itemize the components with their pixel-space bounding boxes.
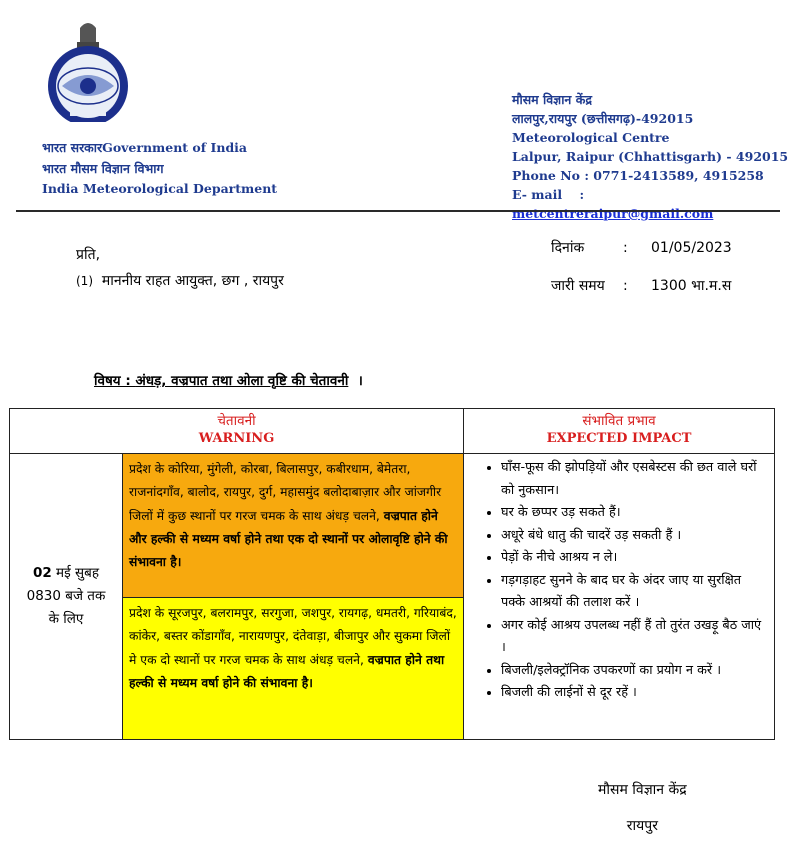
impact-header-english: EXPECTED IMPACT	[546, 431, 692, 446]
header-govt-hindi: भारत सरकार	[42, 140, 103, 155]
subject-text: अंधड़, वज्रपात तथा ओला वृष्टि की चेतावनी	[135, 373, 349, 389]
centre-name-hindi: मौसम विज्ञान केंद्र	[512, 92, 592, 107]
centre-address-english: Lalpur, Raipur (Chhattisgarh) - 492015	[512, 149, 789, 164]
impact-header	[464, 409, 775, 454]
header-right	[512, 90, 789, 223]
list-item: • घाँस-फूस की झोपड़ियों और एसबेस्टस की छत वाले घरों को नुकसान।	[501, 457, 765, 502]
recipient-name: माननीय राहत आयुक्त, छग , रायपुर	[101, 273, 284, 289]
header-divider	[16, 210, 780, 212]
warning-header-hindi: चेतावनी	[217, 413, 256, 429]
recipient-number: (1)	[76, 274, 93, 288]
impact-list	[465, 457, 773, 705]
validity-line2: 0830 बजे तक	[26, 588, 106, 604]
validity-cell	[10, 454, 123, 740]
header-dept-english: India Meteorological Department	[42, 181, 278, 196]
email-label: E- mail :	[512, 187, 585, 202]
orange-warning-cell	[123, 454, 464, 598]
addressee	[76, 242, 284, 294]
list-item: • बिजली की लाईनों से दूर रहें ।	[501, 682, 765, 705]
subject-label: विषय :	[94, 373, 136, 389]
validity-line1: मई सुबह	[51, 565, 100, 581]
list-item: • अगर कोई आश्रय उपलब्ध नहीं हैं तो तुरंत उखड़ू बैठ जाएं ।	[501, 615, 765, 660]
subject-line	[94, 371, 363, 389]
subject-end: ।	[357, 373, 363, 389]
warning-header-english: WARNING	[198, 431, 275, 446]
validity-line3: के लिए	[48, 611, 84, 627]
impact-cell	[464, 454, 775, 740]
time-label: जारी समय	[551, 278, 605, 294]
list-item: • बिजली/इलेक्ट्रॉनिक उपकरणों का प्रयोग न करें ।	[501, 660, 765, 683]
date-label: दिनांक	[551, 240, 585, 256]
warning-header	[10, 409, 464, 454]
date-sep: :	[623, 240, 628, 256]
header-dept-hindi: भारत मौसम विज्ञान विभाग	[42, 160, 164, 176]
yellow-warning-cell	[123, 598, 464, 740]
list-item: • घर के छप्पर उड़ सकते हैं।	[501, 502, 765, 525]
centre-address-hindi: लालपुर,रायपुर (छत्तीसगढ़)-492015	[512, 111, 694, 126]
date-value: 01/05/2023	[651, 240, 732, 256]
to-label: प्रति,	[76, 247, 101, 263]
email-link[interactable]: metcentreraipur@gmail.com	[512, 206, 714, 221]
time-sep: :	[623, 278, 628, 294]
centre-phone: Phone No : 0771-2413589, 4915258	[512, 168, 764, 183]
header-govt-english: Government of India	[102, 140, 248, 155]
list-item: • पेड़ों के नीचे आश्रय न ले।	[501, 547, 765, 570]
list-item: • अधूरे बंधे धातु की चादरें उड़ सकती हैं ।	[501, 525, 765, 548]
signature	[598, 772, 687, 844]
yellow-warning-text: प्रदेश के सूरजपुर, बलरामपुर, सरगुजा, जशपुर, रायगढ़, धमतरी, गरियाबंद, कांकेर, बस्तर कोंडागाँव, नारायणपुर, दंतेवाड़ा, बीजापुर और सुकमा जिलों मे एक दो स्थानों पर गरज चमक के साथ अंधड़ चलने,	[129, 606, 457, 667]
imd-emblem-icon	[44, 14, 132, 122]
list-item: • गड़गड़ाहट सुनने के बाद घर के अंदर जाए या सुरक्षित पक्के आश्रयों की तलाश करें ।	[501, 570, 765, 615]
orange-warning-bold: वज्रपात होने और हल्की से मध्यम वर्षा होने तथा एक दो स्थानों पर ओलावृष्टि होने की संभावना है।	[129, 508, 448, 570]
signature-line1: मौसम विज्ञान केंद्र	[598, 782, 687, 798]
yellow-warning-bold: वज्रपात होने तथा हल्की से मध्यम वर्षा होने की संभावना है।	[129, 652, 445, 690]
header-left	[42, 138, 277, 200]
issue-info	[549, 228, 734, 306]
validity-day: 02	[32, 565, 52, 581]
centre-name-english: Meteorological Centre	[512, 130, 670, 145]
orange-warning-text: प्रदेश के कोरिया, मुंगेली, कोरबा, बिलासपुर, कबीरधाम, बेमेतरा, राजनांदगाँव, बालोद, रायपुर, दुर्ग, महासमुंद बलोदाबाज़ार और जांजगीर जिलों में कुछ स्थानों पर गरज चमक के साथ अंधड़ चलने,	[129, 462, 442, 523]
signature-line2: रायपुर	[626, 818, 658, 834]
warning-table	[9, 408, 775, 740]
impact-header-hindi: संभावित प्रभाव	[582, 413, 656, 429]
time-value: 1300 भा.म.स	[651, 278, 732, 294]
